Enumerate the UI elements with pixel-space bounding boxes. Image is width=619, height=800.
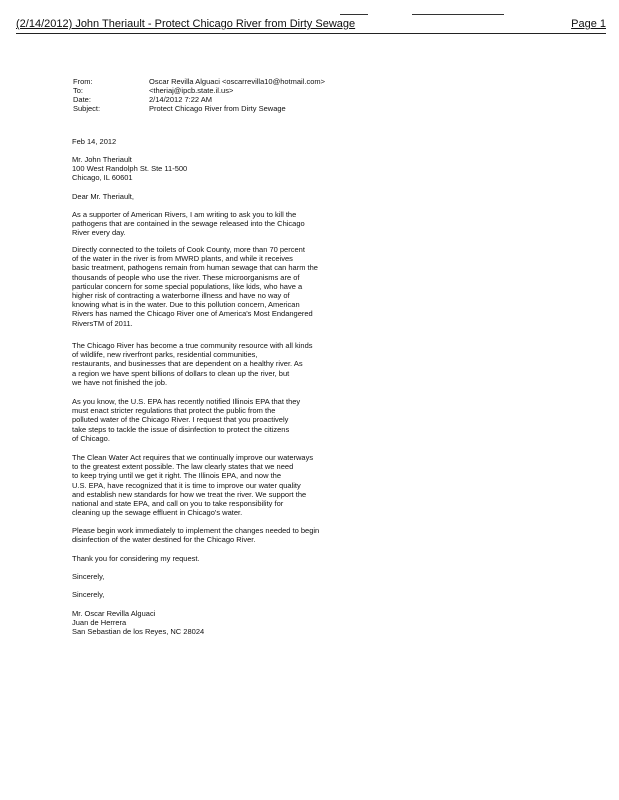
email-to-value: <theriaj@ipcb.state.il.us>: [149, 86, 234, 95]
email-from-row: [73, 77, 593, 86]
paragraph-2: Directly connected to the toilets of Cook County, more than 70 percent of the water in the river is from MWRD plants, and while it receives basic treatment, pathogens remain from human sewage that can harm the thousands of people who use the river. These microorganisms are of particular concern for some special populations, like kids, who have a higher risk of contracting a waterborne illness and have no way of knowing what is in the water. Due to this pollution concern, American Rivers has named the Chicago River one of America's Most Endangered RiversTM of 2011.: [72, 245, 318, 328]
email-to-row: [73, 86, 593, 95]
paragraph-5: The Clean Water Act requires that we continually improve our waterways to the greatest extent possible. The law clearly states that we need to keep trying until we get it right. The Illinois EPA, and now the U.S. EPA, have recognized that it is time to improve our water quality and establish new standards for how we treat the river. We support the national and state EPA, and call on you to take responsibility for cleaning up the sewage effluent in Chicago's water.: [72, 453, 314, 518]
paragraph-3: The Chicago River has become a true community resource with all kinds of wildlife, new riverfront parks, residential communities, restaurants, and businesses that are dependent on a healthy river. As a region we have spent billions of dollars to clean up the river, but we have not finished the job.: [72, 341, 313, 387]
page-number: Page 1: [571, 18, 606, 30]
email-from-value: Oscar Revilla Alguaci <oscarrevilla10@hotmail.com>: [149, 77, 326, 86]
paragraph-1: As a supporter of American Rivers, I am writing to ask you to kill the pathogens that are contained in the sewage released into the Chicago River every day.: [72, 210, 305, 238]
recipient-address: Mr. John Theriault 100 West Randolph St. Ste 11-500 Chicago, IL 60601: [72, 155, 188, 183]
document-header-title: (2/14/2012) John Theriault - Protect Chicago River from Dirty Sewage: [16, 18, 356, 30]
email-date-value: 2/14/2012 7:22 AM: [149, 95, 212, 104]
closing-1: Sincerely,: [72, 572, 105, 581]
paragraph-6: Please begin work immediately to implement the changes needed to begin disinfection of the water destined for the Chicago River.: [72, 526, 320, 545]
scan-artifact-line: [412, 14, 504, 15]
email-date-row: [73, 95, 593, 104]
email-subject-row: [73, 104, 593, 113]
paragraph-7: Thank you for considering my request.: [72, 554, 200, 563]
email-to-label: To:: [73, 86, 84, 95]
email-from-label: From:: [73, 77, 93, 86]
closing-2: Sincerely,: [72, 590, 105, 599]
letter-date: Feb 14, 2012: [72, 137, 117, 146]
scan-artifact-line: [340, 14, 368, 15]
signature-block: Mr. Oscar Revilla Alguaci Juan de Herrera San Sebastian de los Reyes, NC 28024: [72, 609, 205, 637]
paragraph-4: As you know, the U.S. EPA has recently notified Illinois EPA that they must enact stricter regulations that protect the public from the polluted water of the Chicago River. I request that you proactively take steps to tackle the issue of disinfection to protect the citizens of Chicago.: [72, 397, 301, 443]
email-subject-value: Protect Chicago River from Dirty Sewage: [149, 104, 286, 113]
email-metadata: [73, 77, 593, 113]
email-subject-label: Subject:: [73, 104, 101, 113]
page-header: [16, 17, 606, 33]
email-date-label: Date:: [73, 95, 91, 104]
salutation: Dear Mr. Theriault,: [72, 192, 134, 201]
header-rule: [16, 33, 606, 34]
